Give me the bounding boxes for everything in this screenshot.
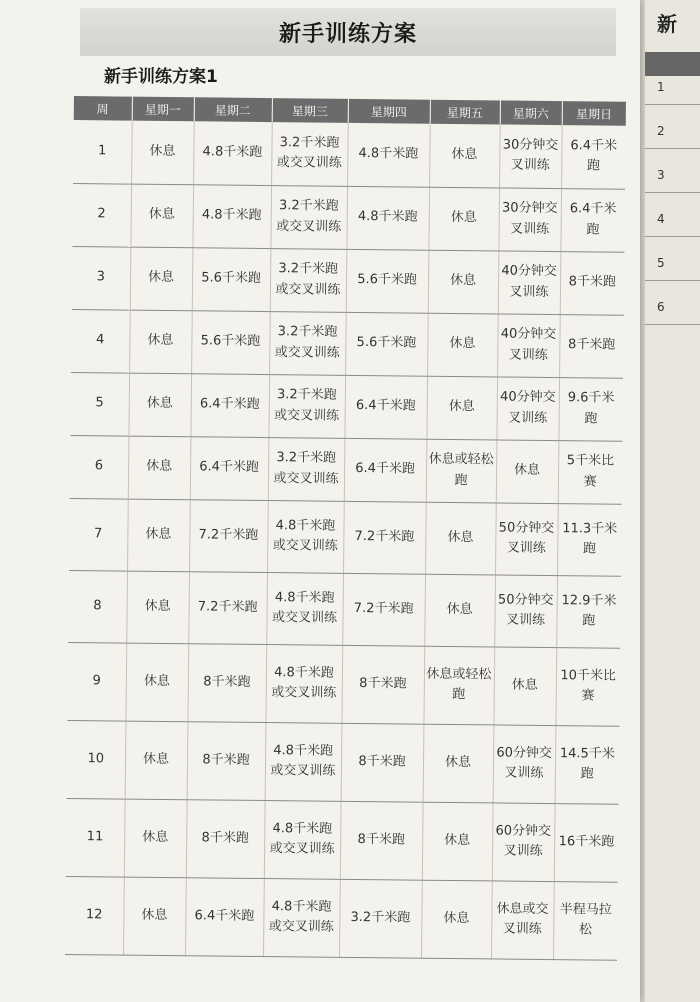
saturday-cell: 50分钟交叉训练 <box>495 502 558 575</box>
week-cell: 6 <box>70 435 129 499</box>
week-cell: 5 <box>70 372 129 436</box>
title-banner <box>80 8 616 56</box>
adjacent-page-title: 新 <box>657 12 677 36</box>
sunday-cell: 6.4千米跑 <box>561 125 626 189</box>
sunday-cell: 10千米比赛 <box>555 647 620 726</box>
wednesday-cell: 3.2千米跑或交叉训练 <box>268 374 345 438</box>
friday-cell: 休息 <box>421 880 492 959</box>
week-cell: 11 <box>66 798 125 877</box>
saturday-cell: 50分钟交叉训练 <box>494 574 557 647</box>
week-cell: 1 <box>73 120 132 184</box>
thursday-cell: 7.2千米跑 <box>343 501 426 574</box>
monday-cell: 休息 <box>124 799 187 878</box>
adjacent-page-number: 6 <box>657 300 665 314</box>
adjacent-page-number: 1 <box>657 80 665 94</box>
sunday-cell: 8千米跑 <box>560 251 625 315</box>
monday-cell: 休息 <box>127 499 190 572</box>
header-friday: 星期五 <box>430 100 500 125</box>
table-row <box>70 435 623 504</box>
table-row <box>72 246 625 315</box>
week-cell: 9 <box>67 642 126 721</box>
friday-cell: 休息或轻松跑 <box>423 646 494 725</box>
monday-cell: 休息 <box>126 571 189 644</box>
saturday-cell: 60分钟交叉训练 <box>492 802 555 881</box>
thursday-cell: 6.4千米跑 <box>344 438 427 502</box>
wednesday-cell: 4.8千米跑或交叉训练 <box>264 800 341 879</box>
table-row <box>69 498 622 576</box>
saturday-cell: 休息 <box>496 439 559 503</box>
sunday-cell: 12.9千米跑 <box>556 575 621 648</box>
monday-cell: 休息 <box>130 247 193 311</box>
monday-cell: 休息 <box>125 721 188 800</box>
monday-cell: 休息 <box>128 373 191 437</box>
adjacent-page-number: 3 <box>657 168 665 182</box>
tuesday-cell: 6.4千米跑 <box>185 877 264 956</box>
sunday-cell: 6.4千米跑 <box>560 188 625 252</box>
header-wednesday: 星期三 <box>272 98 348 123</box>
monday-cell: 休息 <box>131 121 194 185</box>
adjacent-page-rule <box>645 104 700 105</box>
sunday-cell: 9.6千米跑 <box>558 377 623 441</box>
sunday-cell: 5千米比赛 <box>558 440 623 504</box>
sunday-cell: 11.3千米跑 <box>557 503 622 576</box>
monday-cell: 休息 <box>129 310 192 374</box>
tuesday-cell: 7.2千米跑 <box>188 571 267 644</box>
thursday-cell: 8千米跑 <box>341 723 424 802</box>
week-cell: 3 <box>72 246 131 310</box>
header-monday: 星期一 <box>132 97 194 122</box>
week-cell: 10 <box>67 720 126 799</box>
header-sunday: 星期日 <box>562 101 626 126</box>
friday-cell: 休息 <box>426 376 497 440</box>
friday-cell: 休息 <box>424 574 495 647</box>
adjacent-page-header <box>645 52 700 76</box>
thursday-cell: 7.2千米跑 <box>342 573 425 646</box>
wednesday-cell: 4.8千米跑或交叉训练 <box>266 572 343 645</box>
thursday-cell: 3.2千米跑 <box>339 879 422 958</box>
adjacent-page-rule <box>645 236 700 237</box>
wednesday-cell: 4.8千米跑或交叉训练 <box>267 500 344 573</box>
thursday-cell: 8千米跑 <box>341 645 424 724</box>
saturday-cell: 40分钟交叉训练 <box>497 313 560 377</box>
training-table <box>65 96 626 960</box>
wednesday-cell: 3.2千米跑或交叉训练 <box>268 437 345 501</box>
saturday-cell: 休息或交叉训练 <box>491 880 554 959</box>
wednesday-cell: 3.2千米跑或交叉训练 <box>271 122 348 186</box>
tuesday-cell: 7.2千米跑 <box>189 499 268 572</box>
saturday-cell: 30分钟交叉训练 <box>499 124 562 188</box>
sunday-cell: 8千米跑 <box>559 314 624 378</box>
friday-cell: 休息或轻松跑 <box>426 439 497 503</box>
thursday-cell: 4.8千米跑 <box>346 186 429 250</box>
week-cell: 2 <box>72 183 131 247</box>
adjacent-page-rule <box>645 280 700 281</box>
wednesday-cell: 4.8千米跑或交叉训练 <box>263 878 340 957</box>
tuesday-cell: 8千米跑 <box>186 799 265 878</box>
week-cell: 7 <box>69 498 128 571</box>
adjacent-page-rule <box>645 324 700 325</box>
sunday-cell: 14.5千米跑 <box>555 725 620 804</box>
tuesday-cell: 5.6千米跑 <box>192 247 271 311</box>
table-row <box>72 183 625 252</box>
saturday-cell: 40分钟交叉训练 <box>498 250 561 314</box>
adjacent-page <box>645 0 700 1002</box>
friday-cell: 休息 <box>428 250 499 314</box>
page-title: 新手训练方案 <box>278 21 417 47</box>
saturday-cell: 40分钟交叉训练 <box>496 376 559 440</box>
friday-cell: 休息 <box>427 313 498 377</box>
friday-cell: 休息 <box>428 187 499 251</box>
friday-cell: 休息 <box>422 802 493 881</box>
adjacent-page-rule <box>645 192 700 193</box>
sunday-cell: 半程马拉松 <box>553 881 618 960</box>
tuesday-cell: 8千米跑 <box>187 643 266 722</box>
tuesday-cell: 4.8千米跑 <box>192 184 271 248</box>
wednesday-cell: 3.2千米跑或交叉训练 <box>270 185 347 249</box>
tuesday-cell: 8千米跑 <box>187 721 266 800</box>
thursday-cell: 4.8千米跑 <box>347 123 430 187</box>
table-row <box>66 798 619 882</box>
tuesday-cell: 6.4千米跑 <box>190 436 269 500</box>
monday-cell: 休息 <box>125 643 188 722</box>
table-row <box>65 876 618 960</box>
saturday-cell: 休息 <box>493 646 556 725</box>
thursday-cell: 8千米跑 <box>340 801 423 880</box>
wednesday-cell: 3.2千米跑或交叉训练 <box>269 311 346 375</box>
header-saturday: 星期六 <box>500 100 562 125</box>
tuesday-cell: 4.8千米跑 <box>193 121 272 185</box>
table-subtitle: 新手训练方案1 <box>104 67 218 87</box>
wednesday-cell: 3.2千米跑或交叉训练 <box>270 248 347 312</box>
monday-cell: 休息 <box>128 436 191 500</box>
table-row <box>70 372 623 441</box>
wednesday-cell: 4.8千米跑或交叉训练 <box>265 722 342 801</box>
adjacent-page-number: 4 <box>657 212 665 226</box>
week-cell: 12 <box>65 876 124 955</box>
header-week: 周 <box>74 96 132 121</box>
thursday-cell: 5.6千米跑 <box>345 312 428 376</box>
saturday-cell: 30分钟交叉训练 <box>498 187 561 251</box>
header-tuesday: 星期二 <box>194 97 272 122</box>
wednesday-cell: 4.8千米跑或交叉训练 <box>265 644 342 723</box>
table-row <box>67 642 620 726</box>
tuesday-cell: 6.4千米跑 <box>190 373 269 437</box>
week-cell: 8 <box>68 570 127 643</box>
friday-cell: 休息 <box>423 724 494 803</box>
table-row <box>71 309 624 378</box>
monday-cell: 休息 <box>123 877 186 956</box>
adjacent-page-number: 2 <box>657 124 665 138</box>
week-cell: 4 <box>71 309 130 373</box>
adjacent-page-number: 5 <box>657 256 665 270</box>
tuesday-cell: 5.6千米跑 <box>191 310 270 374</box>
friday-cell: 休息 <box>429 124 500 188</box>
header-thursday: 星期四 <box>348 99 430 124</box>
monday-cell: 休息 <box>130 184 193 248</box>
saturday-cell: 60分钟交叉训练 <box>493 724 556 803</box>
table-row <box>67 720 620 804</box>
adjacent-page-rule <box>645 148 700 149</box>
sunday-cell: 16千米跑 <box>554 803 619 882</box>
thursday-cell: 5.6千米跑 <box>346 249 429 313</box>
table-row <box>73 120 626 189</box>
friday-cell: 休息 <box>425 502 496 575</box>
table-row <box>68 570 621 648</box>
thursday-cell: 6.4千米跑 <box>344 375 427 439</box>
